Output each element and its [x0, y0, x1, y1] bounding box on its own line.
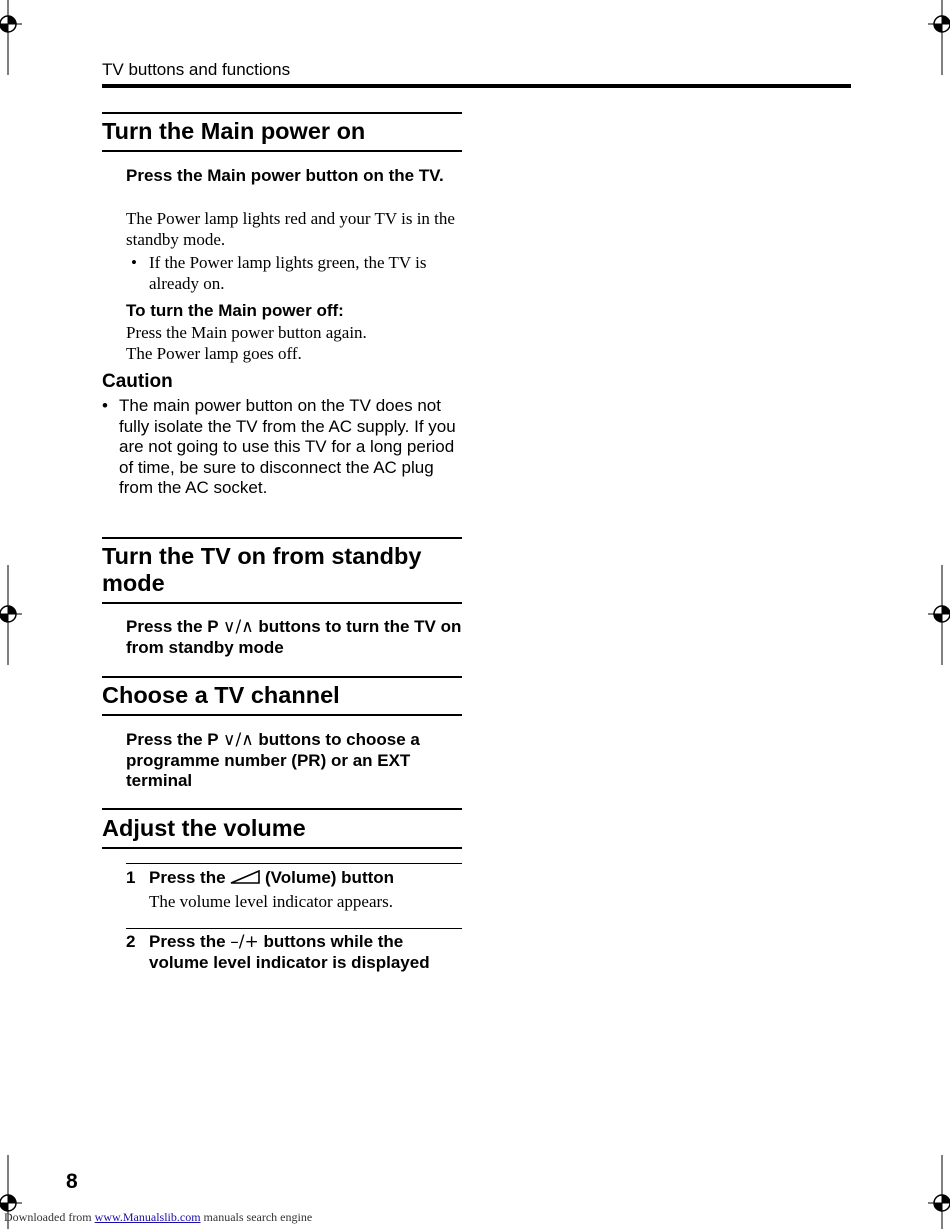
step-number: 1	[126, 868, 136, 887]
section-title-channel: Choose a TV channel	[102, 682, 340, 708]
bullet-dot: •	[102, 396, 108, 415]
section-rule-top	[102, 676, 462, 678]
volume-step-1-description: The volume level indicator appears.	[149, 892, 394, 911]
section-rule-bottom	[102, 602, 462, 604]
page-header-title: TV buttons and functions	[102, 60, 291, 79]
step-divider	[126, 863, 462, 864]
header-rule	[102, 84, 851, 88]
section-rule-top	[102, 537, 462, 539]
footer-suffix: manuals search engine	[200, 1210, 313, 1224]
step-text-pre: Press the	[149, 932, 231, 951]
footer-prefix: Downloaded from	[4, 1210, 95, 1224]
section-title-standby: Turn the TV on from standby mode	[102, 543, 422, 596]
section-rule-bottom	[102, 714, 462, 716]
step-text-pre: Press the P	[126, 617, 224, 636]
step-text-pre: Press the	[149, 868, 231, 887]
step-divider	[126, 928, 462, 929]
registration-mark-icon	[0, 0, 40, 80]
channel-arrows-icon: ∨/∧	[223, 617, 254, 637]
main-power-off-line-1: Press the Main power button again.	[126, 323, 367, 342]
volume-step-1	[149, 868, 462, 889]
registration-mark-icon	[910, 0, 950, 80]
section-title-main-power: Turn the Main power on	[102, 118, 366, 144]
registration-mark-icon	[0, 565, 40, 665]
caution-heading: Caution	[102, 371, 173, 392]
main-power-off-heading: To turn the Main power off:	[126, 301, 344, 320]
registration-mark-icon	[910, 1155, 950, 1229]
step-number: 2	[126, 932, 136, 951]
section-rule-bottom	[102, 847, 462, 849]
section-rule-bottom	[102, 150, 462, 152]
manualslib-link[interactable]: www.Manualslib.com	[94, 1210, 201, 1224]
volume-icon	[230, 870, 260, 884]
section-rule-top	[102, 808, 462, 810]
channel-step	[126, 730, 462, 792]
caution-item	[102, 396, 462, 499]
channel-arrows-icon: ∨/∧	[223, 730, 254, 750]
bullet-text: If the Power lamp lights green, the TV is already on.	[149, 253, 427, 293]
section-title-volume: Adjust the volume	[102, 815, 306, 841]
step-text-pre: Press the P	[126, 730, 224, 749]
minus-plus-icon: –/+	[230, 932, 259, 952]
main-power-off-line-2: The Power lamp goes off.	[126, 344, 302, 363]
main-power-step: Press the Main power button on the TV.	[126, 166, 444, 185]
registration-mark-icon	[910, 565, 950, 665]
step-text-post: (Volume) button	[260, 868, 395, 887]
main-power-description: The Power lamp lights red and your TV is in the standby mode.	[126, 209, 455, 249]
download-footer	[4, 1210, 312, 1225]
caution-text: The main power button on the TV does not fully isolate the TV from the AC supply. If you are not going to use this TV for a long period of time, be sure to disconnect the AC plug from the AC socket.	[119, 396, 456, 498]
bullet-dot: •	[131, 253, 137, 272]
standby-step	[126, 617, 462, 658]
main-power-bullet	[126, 252, 462, 294]
step-text-post: buttons while the volume level indicator is displayed	[149, 932, 430, 972]
step-text-post: buttons to choose a programme number (PR) or an EXT terminal	[126, 730, 420, 790]
volume-step-2	[149, 932, 462, 973]
page-number: 8	[66, 1170, 78, 1193]
section-rule-top	[102, 112, 462, 114]
step-text-post: buttons to turn the TV on from standby mode	[126, 617, 462, 657]
